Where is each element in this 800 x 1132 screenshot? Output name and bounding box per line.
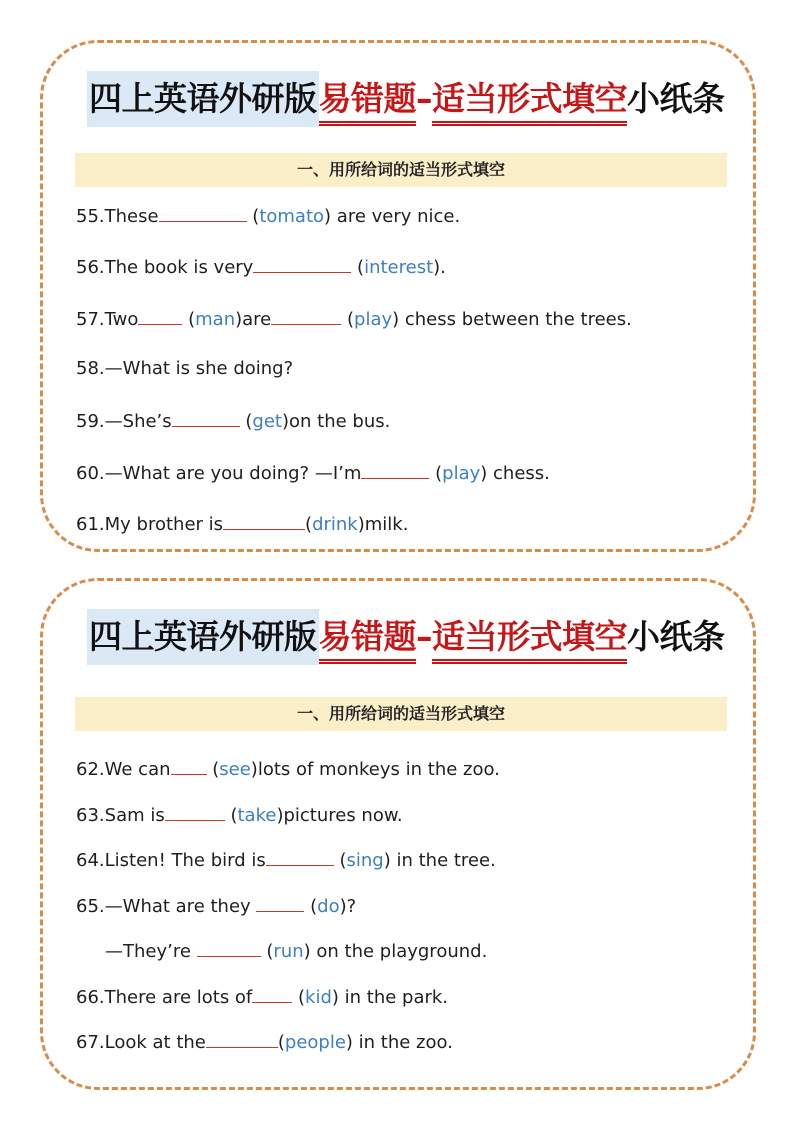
- question-62: 62.We can (see)lots of monkeys in the zoo.: [76, 756, 500, 782]
- question-64: 64.Listen! The bird is (sing) in the tree.: [76, 847, 496, 873]
- answer-blank[interactable]: [256, 893, 304, 912]
- title-part-grade: 四上英语外研版: [87, 71, 319, 127]
- answer-blank[interactable]: [172, 408, 240, 427]
- title-dash: –: [416, 617, 432, 656]
- worksheet-card-1: [40, 40, 756, 552]
- hint-word: run: [273, 941, 304, 962]
- hint-word: take: [237, 805, 277, 826]
- hint-word: people: [284, 1032, 346, 1053]
- section-heading: 一、用所给词的适当形式填空: [75, 697, 727, 731]
- card-1-title: [87, 71, 725, 127]
- question-61: 61.My brother is (drink)milk.: [76, 511, 408, 537]
- answer-blank[interactable]: [271, 306, 341, 325]
- answer-blank[interactable]: [197, 938, 261, 957]
- hint-word: see: [219, 759, 251, 780]
- question-65-reply: —They’re (run) on the playground.: [105, 938, 487, 964]
- hint-word: get: [252, 411, 282, 432]
- question-63: 63.Sam is (take)pictures now.: [76, 802, 403, 828]
- question-66: 66.There are lots of (kid) in the park.: [76, 984, 448, 1010]
- question-59: 59.—She’s (get)on the bus.: [76, 408, 390, 434]
- card-2-title: [87, 609, 725, 665]
- answer-blank[interactable]: [159, 203, 247, 222]
- title-part-topic: 适当形式填空: [432, 77, 627, 126]
- answer-blank[interactable]: [165, 802, 225, 821]
- hint-word: play: [354, 309, 393, 330]
- hint-word: sing: [346, 850, 384, 871]
- title-part-grade: 四上英语外研版: [87, 609, 319, 665]
- hint-word: kid: [305, 987, 332, 1008]
- title-dash: –: [416, 79, 432, 118]
- hint-word: play: [442, 463, 481, 484]
- question-67: 67.Look at the (people) in the zoo.: [76, 1029, 453, 1055]
- hint-word: drink: [312, 514, 358, 535]
- question-58: 58.—What is she doing?: [76, 358, 294, 379]
- hint-word: tomato: [259, 206, 325, 227]
- question-56: 56.The book is very (interest).: [76, 254, 446, 280]
- title-part-note: 小纸条: [627, 617, 725, 656]
- hint-word: man: [195, 309, 236, 330]
- title-part-mistakes: 易错题: [319, 77, 417, 126]
- worksheet-card-2: [40, 578, 756, 1090]
- answer-blank[interactable]: [223, 511, 305, 530]
- question-55: 55.These (tomato) are very nice.: [76, 203, 460, 229]
- title-part-topic: 适当形式填空: [432, 615, 627, 664]
- hint-word: do: [317, 896, 340, 917]
- title-part-mistakes: 易错题: [319, 615, 417, 664]
- answer-blank[interactable]: [206, 1029, 278, 1048]
- question-65: 65.—What are they (do)?: [76, 893, 356, 919]
- section-heading: 一、用所给词的适当形式填空: [75, 153, 727, 187]
- answer-blank[interactable]: [361, 460, 429, 479]
- answer-blank[interactable]: [171, 756, 207, 775]
- answer-blank[interactable]: [138, 306, 182, 325]
- title-part-note: 小纸条: [627, 79, 725, 118]
- answer-blank[interactable]: [253, 254, 351, 273]
- answer-blank[interactable]: [252, 984, 292, 1003]
- question-57: 57.Two (man)are (play) chess between the trees.: [76, 306, 632, 332]
- answer-blank[interactable]: [266, 847, 334, 866]
- hint-word: interest: [364, 257, 434, 278]
- question-60: 60.—What are you doing? —I’m (play) chess.: [76, 460, 550, 486]
